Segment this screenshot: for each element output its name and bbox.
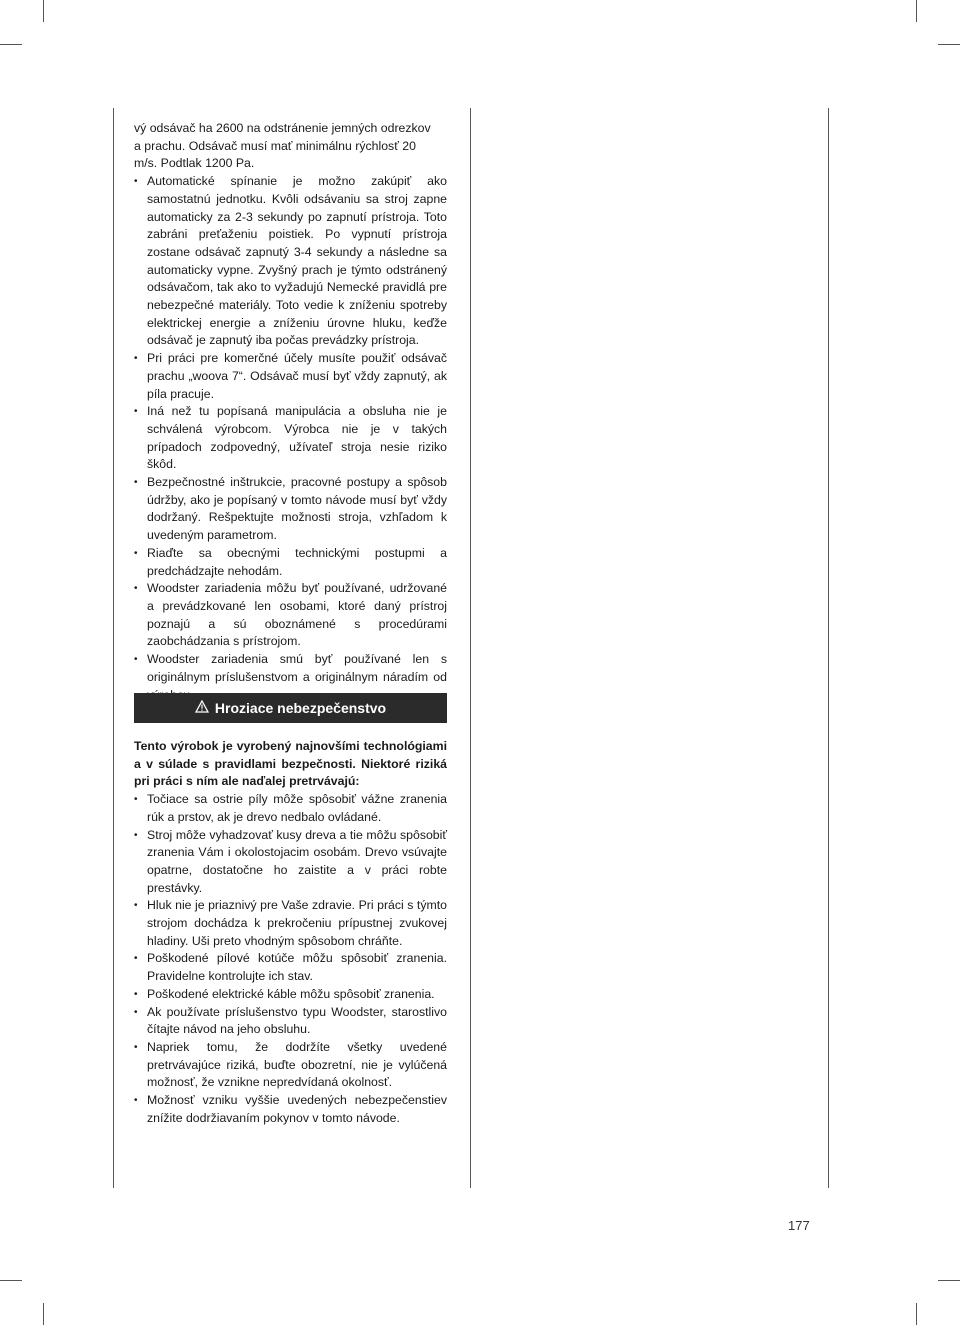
bullet-item: • Automatické spínanie je možno zakúpiť ako samostatnú jednotku. Kvôli odsávaniu sa stroj zapne automaticky za 2-3 sekundy po zapnutí prístroja. Toto zabráni preťaženiu poistiek. Po vypnutí prístroja zostane odsávač zapnutý 3-4 sekundy a následne sa automaticky vypne. Zvyšný prach je týmto odstránený odsávačom, tak ako to vyžadujú Nemecké pravidlá pre nebezpečné materiály. Toto vedie k zníženiu spotreby elektrickej energie a zníženiu úrovne hluku, keďže odsávač je zapnutý iba počas prevádzky prístroja. (134, 173, 447, 350)
bullet-item: • Woodster zariadenia môžu byť používané, udržované a prevádzkované len osobami, ktoré daný prístroj poznajú a sú oboznámené s procedúrami zaobchádzania s prístrojom. (134, 580, 447, 651)
bullet-item: • Iná než tu popísaná manipulácia a obsluha nie je schválená výrobcom. Výrobca nie je v takých prípadoch zodpovedný, užívateľ stroja nesie riziko škôd. (134, 403, 447, 474)
crop-mark (916, 1303, 917, 1325)
crop-mark (0, 44, 22, 45)
bullet-item: • Hluk nie je priaznivý pre Vaše zdravie. Pri práci s týmto strojom dochádza k prekročeniu prípustnej zvukovej hladiny. Uši preto vhodným spôsobom chráňte. (134, 897, 447, 950)
bullet-item: • Poškodené elektrické káble môžu spôsobiť zranenia. (134, 986, 447, 1004)
continuation-line: a prachu. Odsávač musí mať minimálnu rýchlosť 20 (134, 138, 416, 153)
crop-mark (43, 1303, 44, 1325)
bullet-item: • Poškodené pílové kotúče môžu spôsobiť zranenia. Pravidelne kontrolujte ich stav. (134, 950, 447, 985)
text-column-bottom (134, 738, 447, 1127)
bullet-item: • Bezpečnostné inštrukcie, pracovné postupy a spôsob údržby, ako je popísaný v tomto návode musí byť vždy dodržaný. Rešpektujte možnosti stroja, vzhľadom k uvedeným parametrom. (134, 474, 447, 545)
bullet-item: • Ak používate príslušenstvo typu Woodster, starostlivo čítajte návod na jeho obsluhu. (134, 1004, 447, 1039)
bullet-item: • Napriek tomu, že dodržíte všetky uvedené pretrvávajúce riziká, buďte obozretní, nie je vylúčená možnosť, že vznikne nepredvídaná okolnosť. (134, 1039, 447, 1092)
continuation-line: vý odsávač ha 2600 na odstránenie jemných odrezkov (134, 121, 431, 135)
crop-mark (0, 1280, 22, 1281)
warning-title: Hroziace nebezpečenstvo (214, 700, 387, 716)
column-rule-middle (470, 108, 471, 1188)
bullet-item: • Stroj môže vyhadzovať kusy dreva a tie môžu spôsobiť zranenia Vám i okolostojacim osobám. Drevo vsúvajte opatrne, dostatočne ho zaistite a v práci robte prestávky. (134, 827, 447, 898)
bullet-item: • Riaďte sa obecnými technickými postupmi a predchádzajte nehodám. (134, 545, 447, 580)
intro-paragraph: Tento výrobok je vyrobený najnovšími technológiami a v súlade s pravidlami bezpečnosti. Niektoré riziká pri práci s ním ale naďalej pretrvávajú: (134, 739, 447, 789)
column-rule-left (113, 108, 114, 1188)
crop-mark (938, 44, 960, 45)
crop-mark (938, 1280, 960, 1281)
bullet-list-bottom (134, 791, 447, 1127)
bullet-item: • Točiace sa ostrie píly môže spôsobiť vážne zranenia rúk a prstov, ak je drevo nedbalo ovládané. (134, 791, 447, 826)
continuation-text (134, 120, 447, 173)
bullet-item: • Možnosť vzniku vyššie uvedených nebezpečenstiev znížite dodržiavaním pokynov v tomto návode. (134, 1092, 447, 1127)
bullet-item: • Pri práci pre komerčné účely musíte použiť odsávač prachu „woova 7“. Odsávač musí byť vždy zapnutý, ak píla pracuje. (134, 350, 447, 403)
column-rule-right (828, 108, 829, 1188)
continuation-line: m/s. Podtlak 1200 Pa. (134, 156, 255, 171)
crop-mark (43, 0, 44, 22)
crop-mark (916, 0, 917, 22)
bullet-list-top (134, 173, 447, 704)
text-column-top (134, 120, 447, 704)
warning-banner (134, 693, 447, 723)
warning-triangle-icon (195, 700, 209, 716)
bullet-item: • Woodster zariadenia smú byť používané len s originálnym príslušenstvom a originálnym náradím od (134, 651, 447, 704)
page-number: 177 (788, 1218, 810, 1233)
